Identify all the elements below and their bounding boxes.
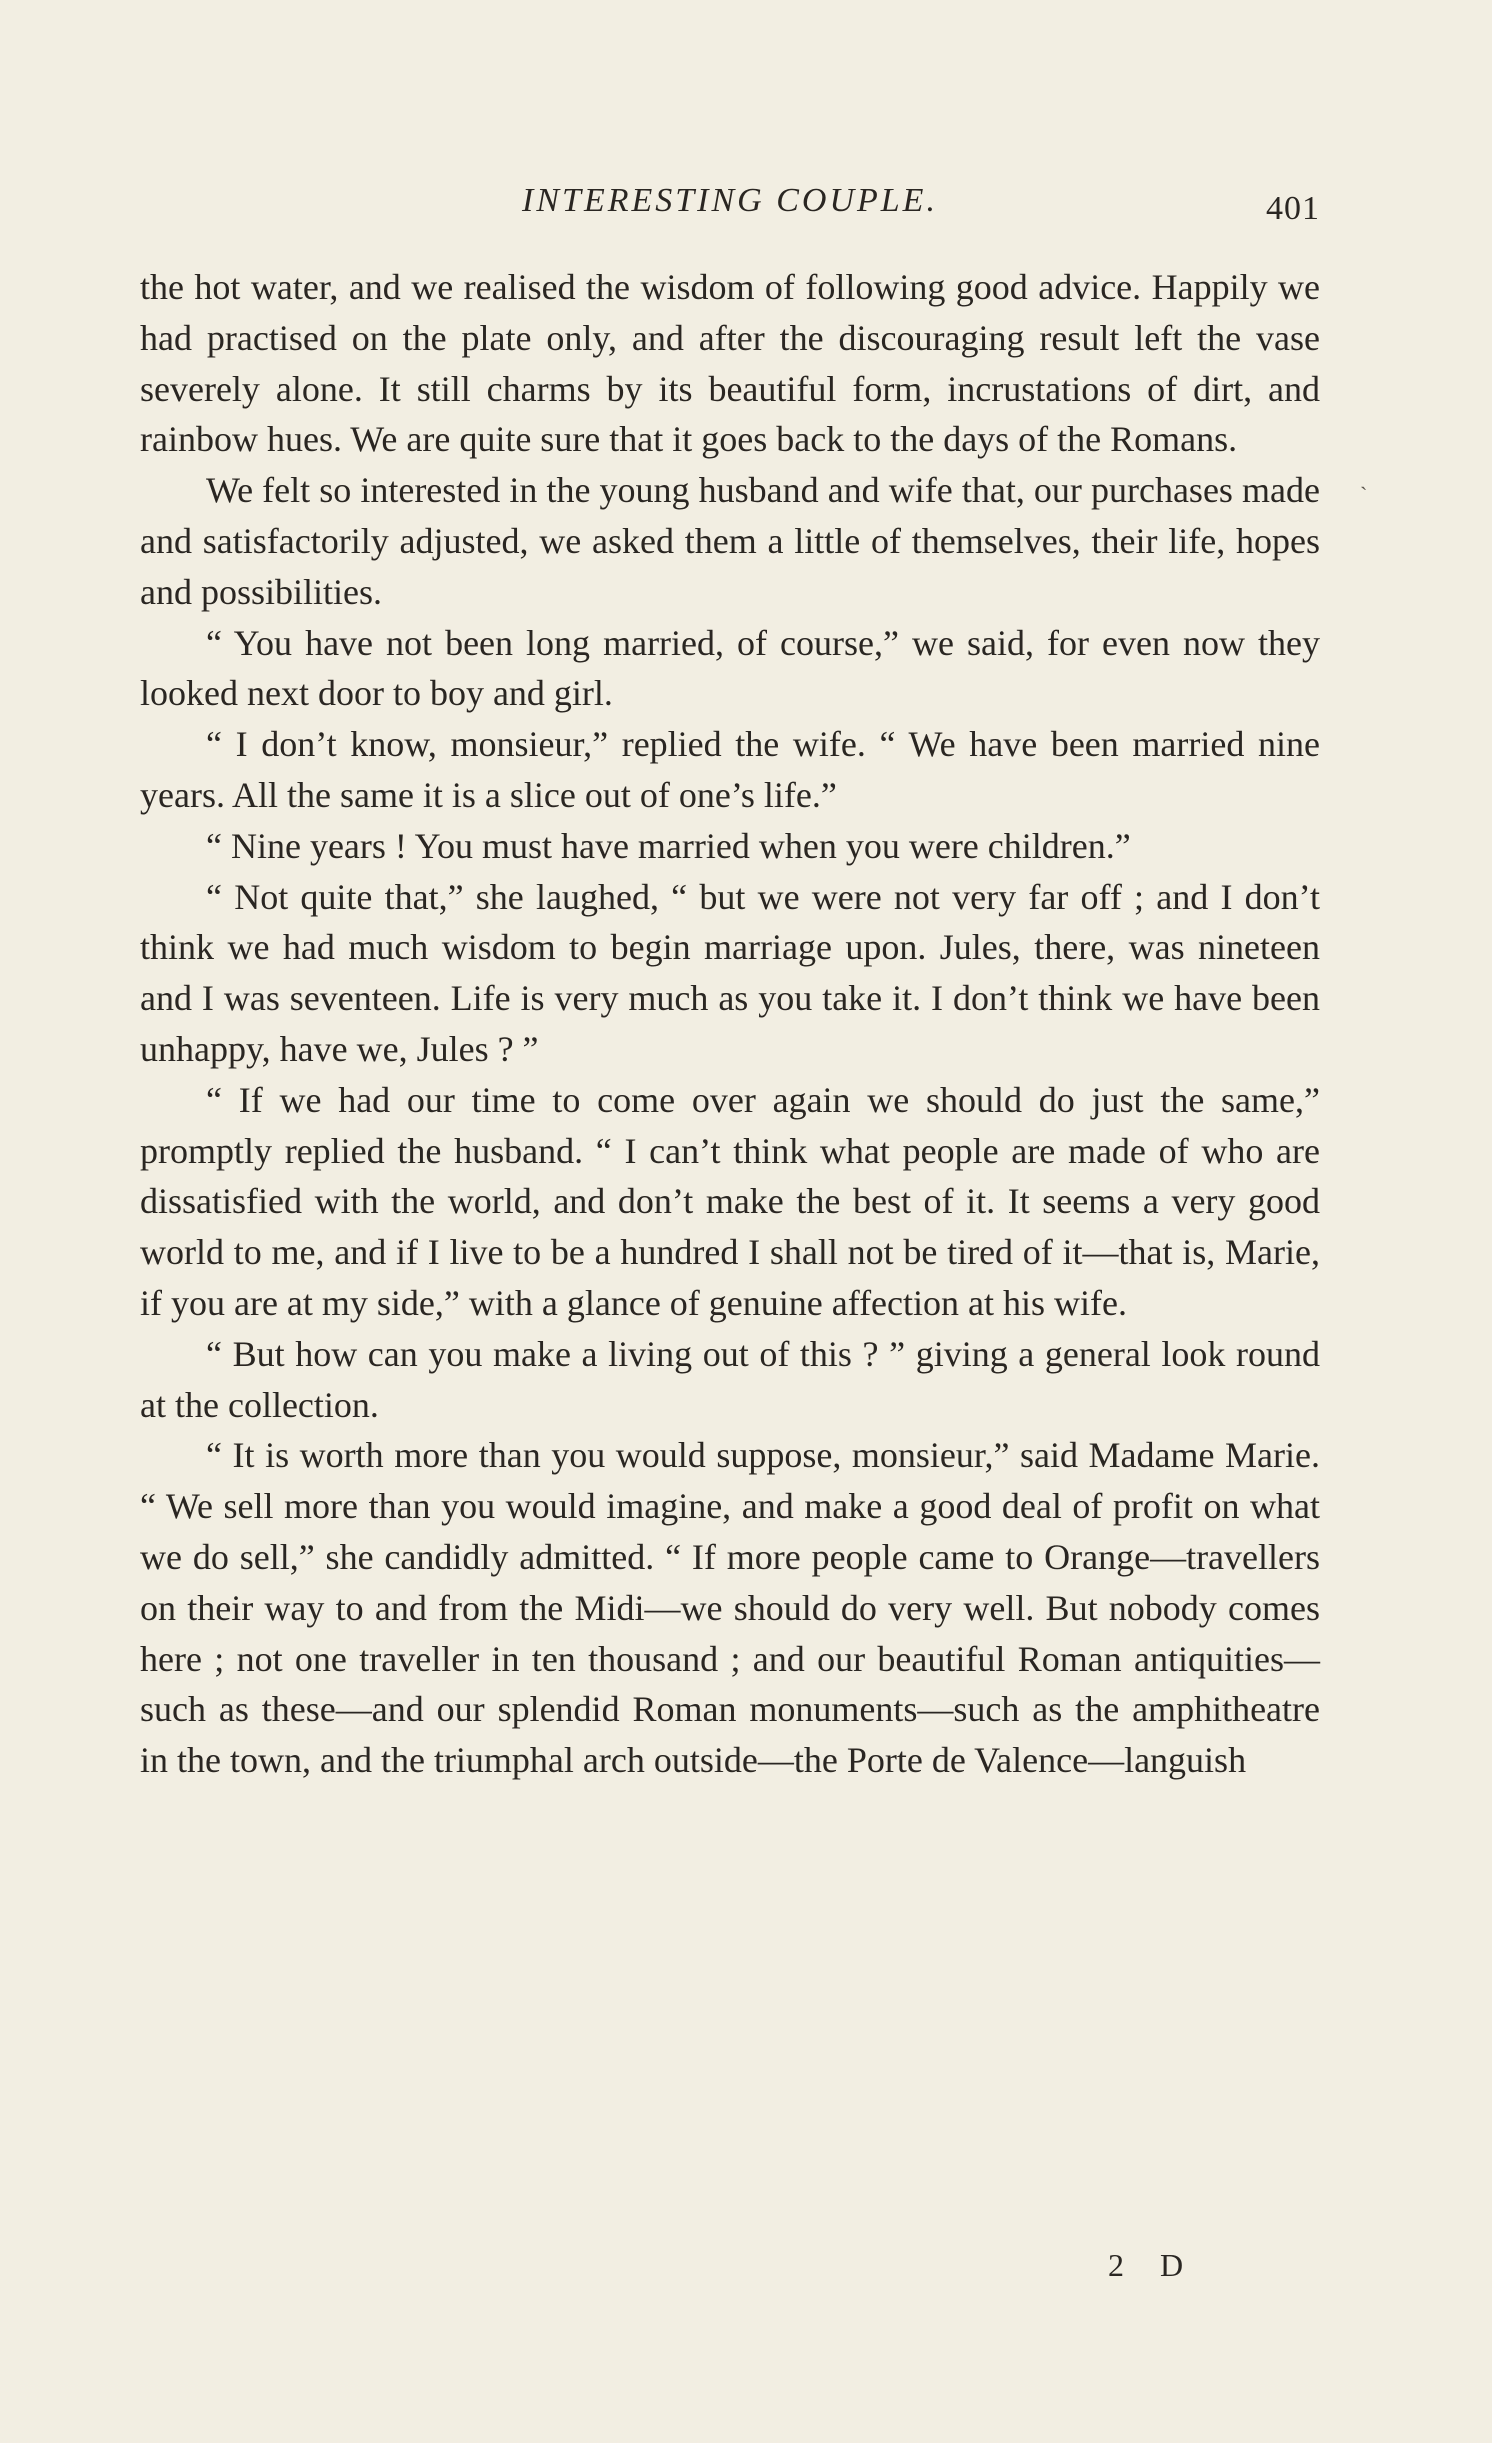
page-number: 401 bbox=[1266, 190, 1320, 227]
running-title: INTERESTING COUPLE. bbox=[522, 182, 938, 219]
paragraph: We felt so interested in the young husband and wife that, our purchases made and satisfactorily adjusted, we asked them a little of themselves, their life, hopes and possibilities. bbox=[140, 470, 1320, 612]
paragraph: “ It is worth more than you would suppose, monsieur,” said Madame Marie. “ We sell more than you would imagine, and make a good deal of profit on what we do sell,” she candidly admitted. “ If more people came to Orange—travellers on their way to and from the Midi—we should do very well. But nobody comes here ; not one traveller in ten thousand ; and our beautiful Roman antiquities—such as these—and our splendid Roman monuments—such as the amphitheatre in the town, and the triumphal arch outside—the Porte de Valence—languish bbox=[140, 1435, 1320, 1781]
paragraph-continuation: the hot water, and we realised the wisdom of following good advice. Happily we had practised on the plate only, and after the discouraging result left the vase severely alone. It still charms by its beautiful form, incrustations of dirt, and rainbow hues. We are quite sure that it goes back to the days of the Romans. bbox=[140, 267, 1320, 460]
paragraph: “ But how can you make a living out of this ? ” giving a general look round at the collection. bbox=[140, 1333, 1320, 1425]
paragraph: “ You have not been long married, of course,” we said, for even now they looked next door to boy and girl. bbox=[140, 622, 1320, 714]
paragraph: “ Not quite that,” she laughed, “ but we were not very far off ; and I don’t think we had much wisdom to begin marriage upon. Jules, there, was nineteen and I was seventeen. Life is very much as you take it. I don’t think we have been unhappy, have we, Jules ? ” bbox=[140, 876, 1320, 1069]
stray-mark: ˏ bbox=[1360, 465, 1368, 490]
paragraph: “ Nine years ! You must have married when you were children.” bbox=[206, 825, 1131, 866]
printer-signature: 2 D bbox=[1108, 2247, 1198, 2283]
running-head bbox=[140, 182, 1320, 232]
body-text bbox=[140, 262, 1320, 1786]
paragraph: “ I don’t know, monsieur,” replied the wife. “ We have been married nine years. All the same it is a slice out of one’s life.” bbox=[140, 724, 1320, 815]
paragraph: “ If we had our time to come over again we should do just the same,” promptly replied the husband. “ I can’t think what people are made of who are dissatisfied with the world, and don’t make the best of it. It seems a very good world to me, and if I live to be a hundred I shall not be tired of it—that is, Marie, if you are at my side,” with a glance of genuine affection at his wife. bbox=[140, 1079, 1320, 1323]
